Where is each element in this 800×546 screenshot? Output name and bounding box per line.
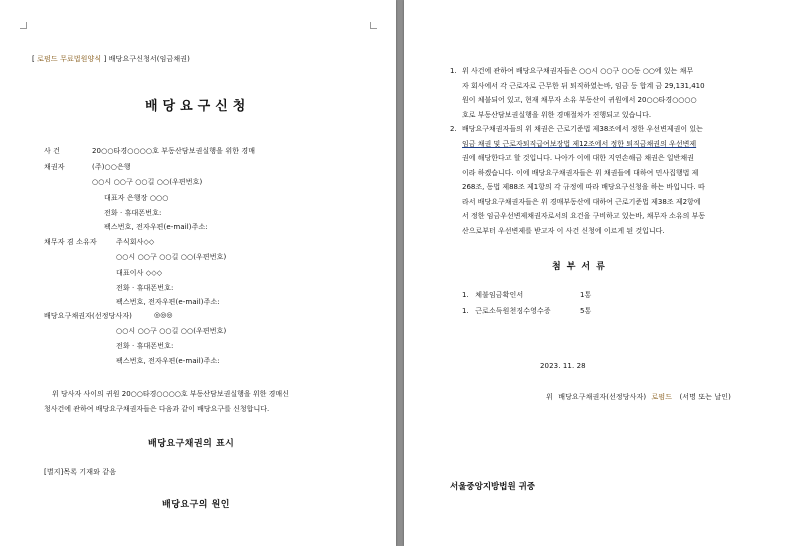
- signature-line: [546, 392, 731, 402]
- header-brand-link[interactable]: 로펌드 무료법원양식: [37, 55, 102, 63]
- signature-note: (서명 또는 날인): [679, 393, 731, 401]
- margin-corner-mark: [370, 22, 377, 29]
- cause-item-1: [450, 64, 705, 122]
- attachment-count: 1통: [580, 291, 592, 299]
- item-line: 이라 하겠습니다. 이에 배당요구채권자들은 위 채권들에 대하여 민사집행법 제: [462, 168, 699, 177]
- item-line: 배당요구채권자들의 위 채권은 근로기준법 제38조에서 정한 우선변제권이 있는: [462, 125, 703, 133]
- header-doc-label: 배당요구신청서(임금채권): [108, 55, 190, 63]
- intro-line: 청사건에 관하여 배당요구채권자들은 다음과 같이 배당요구를 신청합니다.: [44, 404, 270, 413]
- item-line: 서 정한 임금우선변제채권자로서의 요건을 구비하고 있는바, 채무자 소유의 부동: [462, 212, 706, 220]
- section-claim-title: 배당요구채권의 표시: [148, 439, 235, 449]
- creditor-phone: 전화 · 휴대폰번호:: [104, 209, 162, 217]
- creditor-representative: 대표자 은행장 ○○○: [104, 194, 169, 202]
- item-number: 1.: [450, 67, 457, 75]
- case-label: 사 건: [44, 147, 61, 155]
- document-page-left: [0, 0, 396, 546]
- creditor-fax-email: 팩스번호, 전자우편(e-mail)주소:: [104, 223, 208, 231]
- debtor-phone: 전화 · 휴대폰번호:: [116, 284, 174, 292]
- applicant-fax-email: 팩스번호, 전자우편(e-mail)주소:: [116, 357, 220, 365]
- debtor-label: 채무자 겸 소유자: [44, 238, 97, 246]
- attachment-note: [별지]목록 기재와 같음: [44, 468, 117, 476]
- item-line: 원이 체불되어 있고, 현재 채무자 소유 부동산이 귀원에서 20○○타경○○○○: [462, 96, 697, 104]
- margin-corner-mark: [20, 22, 27, 29]
- debtor-name: 주식회사◇◇: [116, 238, 155, 246]
- document-date: 2023. 11. 28: [540, 362, 586, 370]
- signature-prefix: 위: [546, 393, 553, 401]
- applicant-phone: 전화 · 휴대폰번호:: [116, 342, 174, 350]
- page-gap: [396, 0, 404, 546]
- attachment-row: [462, 290, 523, 300]
- applicant-label: 배당요구채권자(선정당사자): [44, 312, 133, 320]
- item-line: 위 사건에 관하여 배당요구채권자들은 ○○시 ○○구 ○○동 ○○에 있는 채무: [462, 67, 694, 75]
- attachment-num: 1.: [462, 291, 469, 299]
- creditor-label: 채권자: [44, 163, 65, 171]
- item-line: 자 회사에서 각 근로자로 근무한 뒤 퇴직하였는바, 임금 등 합계 금 29,131,410: [462, 81, 705, 90]
- item-line: 산으로부터 우선변제를 받고자 이 사건 신청에 이르게 된 것입니다.: [462, 226, 665, 235]
- item-number: 2.: [450, 125, 457, 133]
- item-line: 호로 부동산담보권실행을 위한 경매절차가 진행되고 있습니다.: [462, 110, 652, 119]
- header-bracket-open: [: [32, 55, 35, 63]
- header-bracket-close: ]: [103, 55, 107, 63]
- attachment-num: 1.: [462, 307, 469, 315]
- case-value: 20○○타경○○○○호 부동산담보권실행을 위한 경매: [92, 147, 256, 155]
- attachment-count: 5통: [580, 307, 592, 315]
- item-line: 라서 배당요구채권자들은 위 경매부동산에 대하여 근로기준법 제38조 제2항에: [462, 197, 701, 206]
- intro-paragraph: [44, 387, 289, 416]
- document-header: [32, 54, 190, 64]
- attachments-title: 첨부서류: [552, 262, 611, 272]
- debtor-representative: 대표이사 ◇◇◇: [116, 269, 163, 277]
- creditor-name: (주)○○은행: [92, 163, 131, 171]
- item-line: 임금 채권 및 근로자퇴직급여보장법 제12조에서 정한 퇴직금채권의 우선변제: [462, 139, 697, 148]
- debtor-address: ○○시 ○○구 ○○길 ○○(우편번호): [116, 253, 227, 261]
- applicant-address: ○○시 ○○구 ○○길 ○○(우편번호): [116, 327, 227, 335]
- court-name: 서울중앙지방법원 귀중: [450, 482, 536, 492]
- attachment-row: [462, 306, 551, 316]
- cause-item-2: [450, 122, 705, 238]
- intro-line: 위 당사자 사이의 귀원 20○○타경○○○○호 부동산담보권실행을 위한 경매신: [52, 390, 289, 398]
- item-line: 268조, 동법 제88조 제1항의 각 규정에 따라 배당요구신청을 하는 바입니다. 따: [462, 183, 705, 191]
- applicant-name: ◎◎◎: [154, 311, 173, 319]
- attachment-name: 체불임금확인서: [475, 291, 524, 299]
- debtor-fax-email: 팩스번호, 전자우편(e-mail)주소:: [116, 298, 220, 306]
- document-title: 배당요구신청: [145, 99, 251, 114]
- signature-name: 로펌드: [651, 393, 673, 401]
- creditor-address: ○○시 ○○구 ○○길 ○○(우편번호): [92, 178, 203, 186]
- section-cause-title: 배당요구의 원인: [162, 500, 230, 510]
- document-page-right: [404, 0, 800, 546]
- item-line: 권에 해당한다고 할 것입니다. 나아가 이에 대한 지연손해금 채권은 일반채권: [462, 154, 694, 162]
- signature-role: 배당요구채권자(선정당사자): [558, 393, 647, 401]
- attachment-name: 근로소득원천징수영수증: [475, 307, 551, 315]
